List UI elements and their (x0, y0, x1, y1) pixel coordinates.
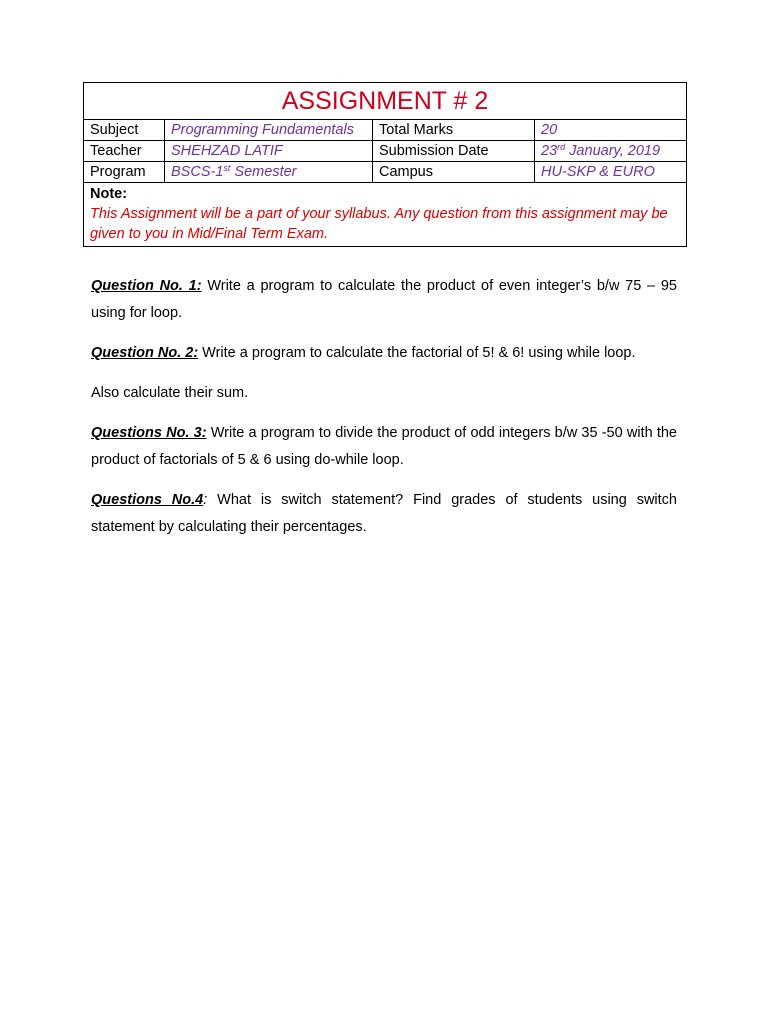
program-rest: Semester (230, 164, 297, 180)
question-1 (91, 273, 677, 327)
note-cell (84, 183, 687, 247)
question-2-label: Question No. 2: (91, 345, 199, 361)
question-4-text: What is switch statement? Find grades of students using switch statement by calculating their percentages. (91, 492, 677, 535)
subject-label: Subject (84, 120, 165, 141)
question-4 (91, 487, 677, 541)
teacher-value: SHEHZAD LATIF (165, 141, 373, 162)
question-1-label: Question No. 1: (91, 278, 202, 294)
assignment-header-table (83, 82, 687, 247)
teacher-label: Teacher (84, 141, 165, 162)
questions-section (91, 273, 677, 554)
question-4-colon: : (203, 492, 208, 508)
program-ordinal-suffix: st (223, 163, 231, 173)
question-3-text: Write a program to divide the product of odd integers b/w 35 -50 with the product of factorials of 5 & 6 using do-while loop. (91, 425, 678, 468)
total-marks-label: Total Marks (373, 120, 535, 141)
subject-value: Programming Fundamentals (165, 120, 373, 141)
submission-month-year: January, 2019 (565, 143, 661, 159)
campus-label: Campus (373, 162, 535, 183)
question-4-label: Questions No.4 (91, 492, 204, 508)
question-1-text: Write a program to calculate the product of even integer’s b/w 75 – 95 using for loop. (91, 278, 677, 321)
assignment-title: ASSIGNMENT # 2 (84, 83, 687, 120)
program-prefix: BSCS-1 (171, 164, 224, 180)
program-label: Program (84, 162, 165, 183)
submission-date-value (535, 141, 687, 162)
question-2-text: Write a program to calculate the factorial of 5! & 6! using while loop. (198, 345, 636, 361)
question-3-label: Questions No. 3: (91, 425, 207, 441)
question-2-extra: Also calculate their sum. (91, 385, 249, 401)
note-label: Note: (90, 186, 128, 202)
note-text: This Assignment will be a part of your syllabus. Any question from this assignment may be given to you in Mid/Final Term Exam. (90, 206, 668, 242)
program-value (165, 162, 373, 183)
question-3 (91, 420, 677, 474)
campus-value: HU-SKP & EURO (535, 162, 687, 183)
question-2 (91, 340, 677, 367)
submission-day: 23 (541, 143, 558, 159)
total-marks-value: 20 (535, 120, 687, 141)
submission-day-suffix: rd (557, 142, 566, 152)
submission-date-label: Submission Date (373, 141, 535, 162)
